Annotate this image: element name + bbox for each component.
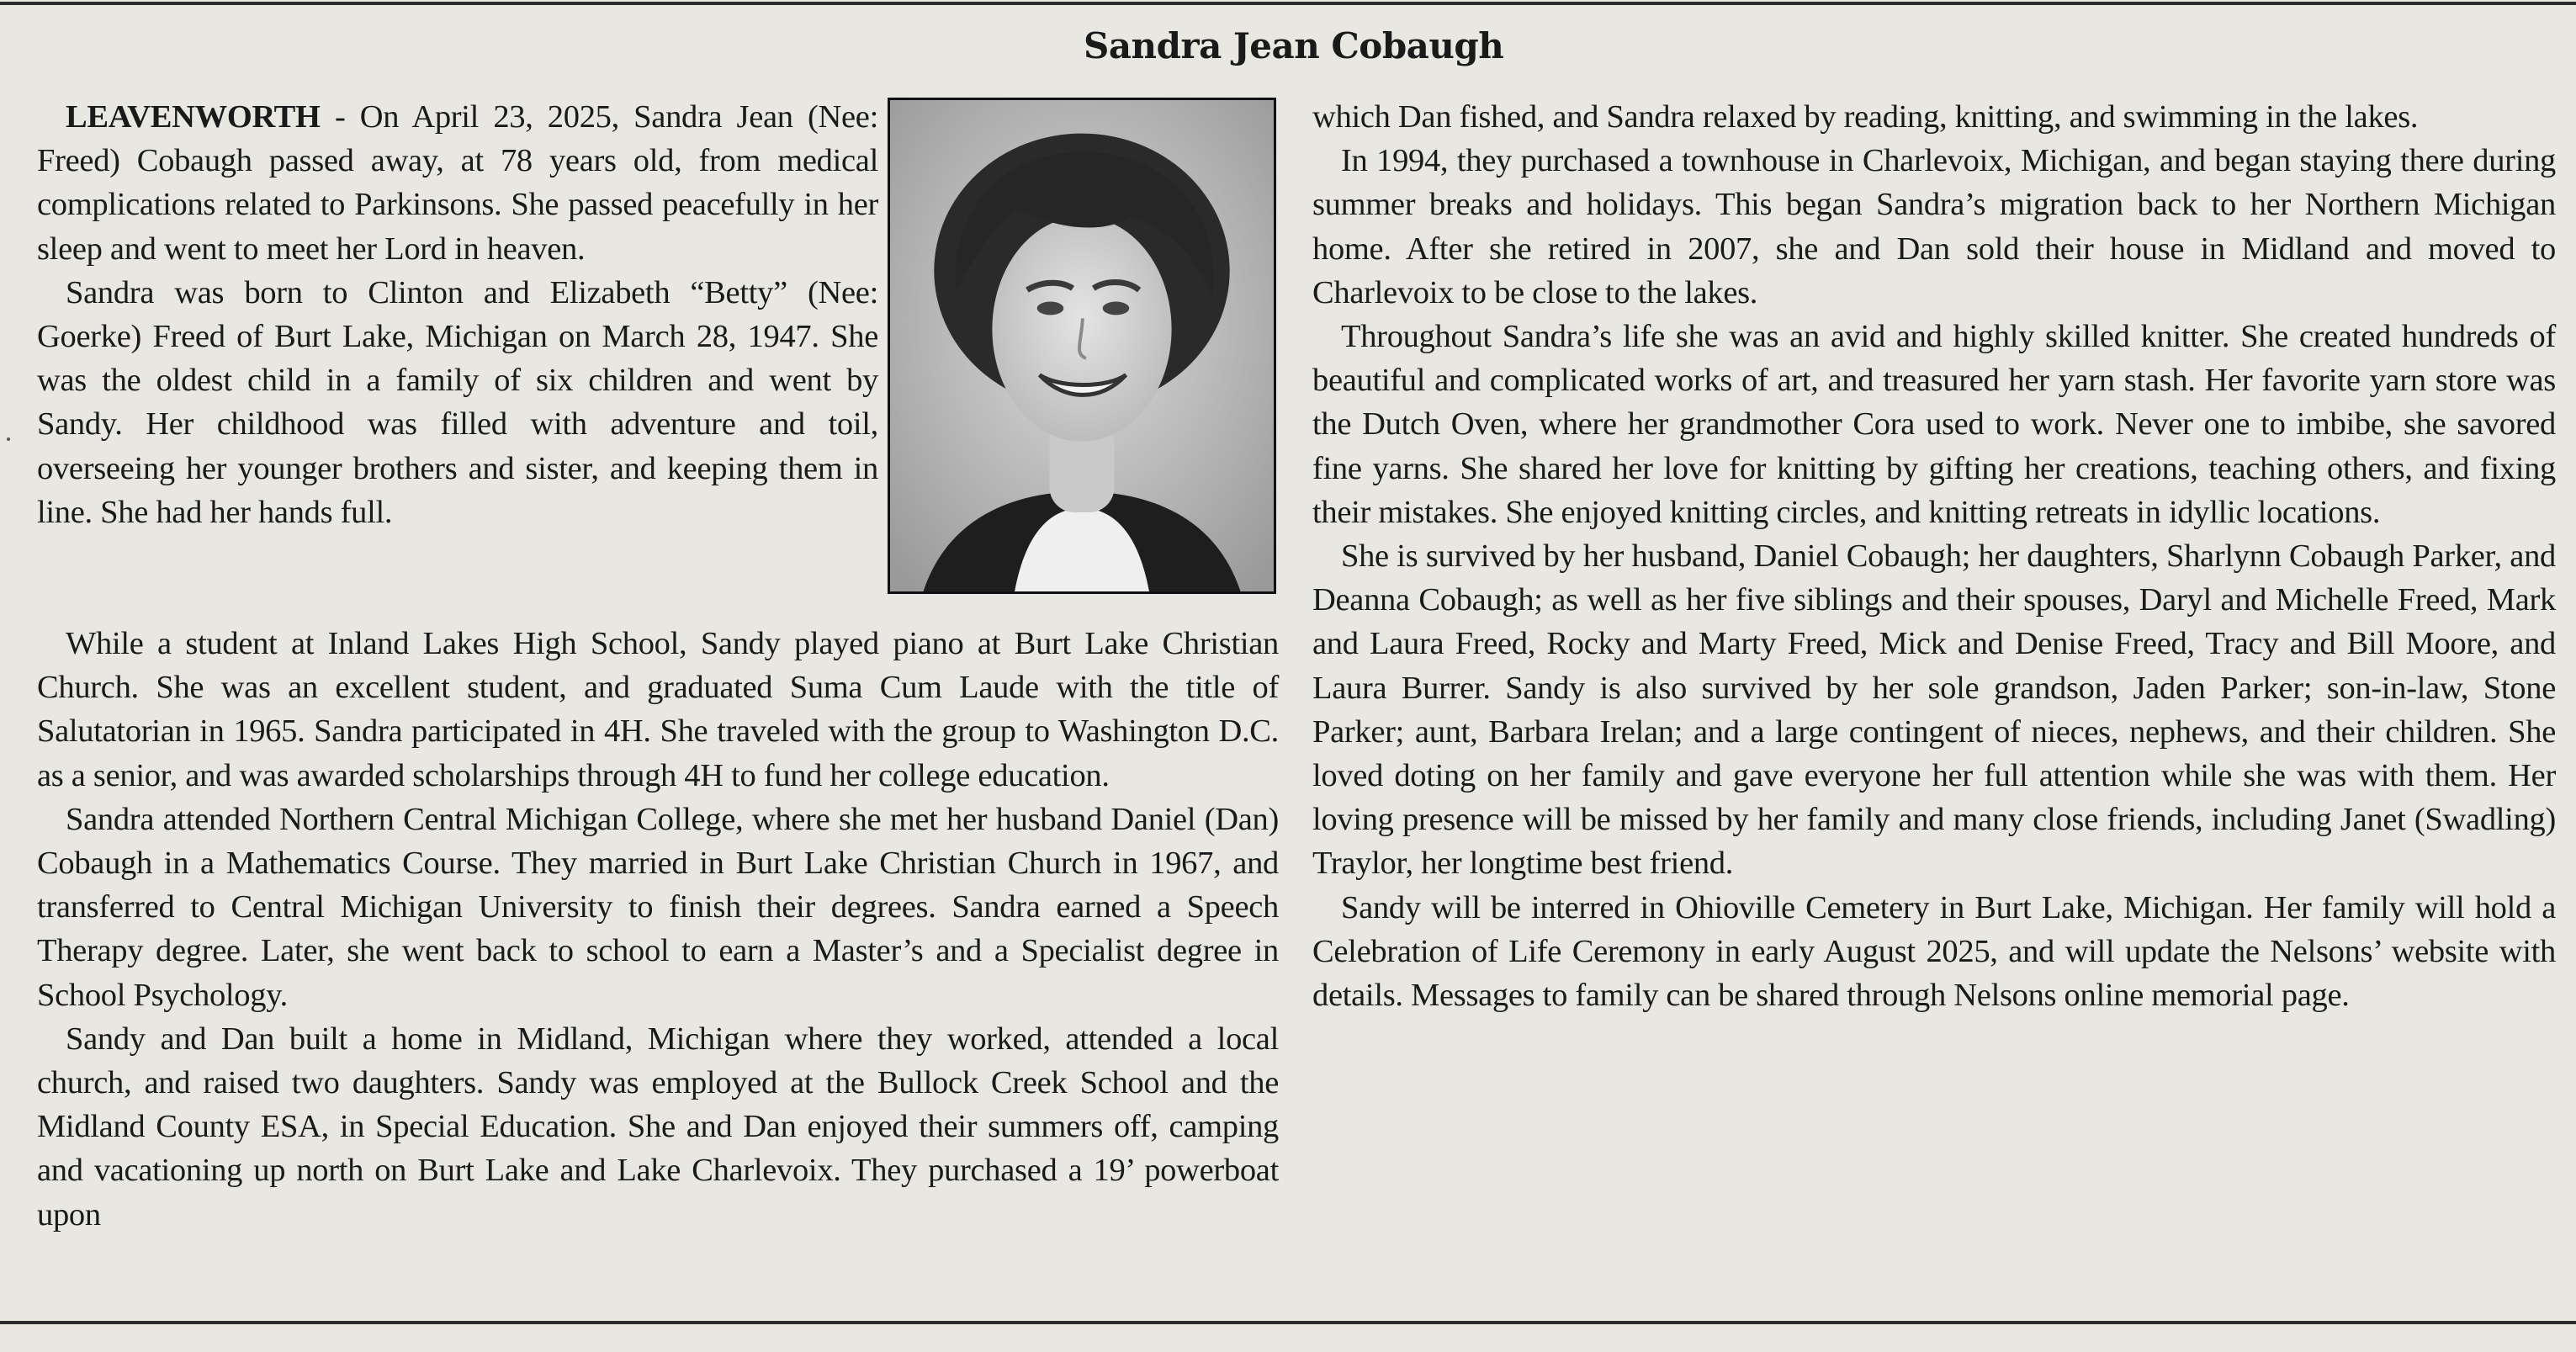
paragraph-charlevoix: In 1994, they purchased a townhouse in Charlevoix, Michigan, and began staying there during summer breaks and holidays. This began Sandra’s migration back to her Northern Michigan home. After she retired in 2007, she and Dan sold their house in Midland and moved to Charlevoix to be close to the lakes. bbox=[1312, 143, 2556, 310]
top-rule bbox=[0, 2, 2576, 5]
paragraph-services: Sandy will be interred in Ohioville Cemetery in Burt Lake, Michigan. Her family will hold a Celebration of Life Ceremony in early August 2025, and will update the Nelsons’ website with details. Messages to family can be shared through Nelsons online memorial page. bbox=[1312, 889, 2556, 1014]
left-column-bottom bbox=[37, 622, 1279, 1237]
print-speck bbox=[7, 437, 10, 441]
portrait-photo bbox=[888, 98, 1276, 594]
paragraph-intro bbox=[37, 95, 878, 271]
paragraph-continued: which Dan fished, and Sandra relaxed by reading, knitting, and swimming in the lakes. bbox=[1312, 99, 2419, 135]
paragraph-school: While a student at Inland Lakes High School, Sandy played piano at Burt Lake Christian Church. She was an excellent student, and graduated Suma Cum Laude with the title of Salutatorian in 1965. Sandra participated in 4H. She traveled with the group to Washington D.C. as a senior, and was awarded scholarships through 4H to fund her college education. bbox=[37, 626, 1279, 793]
right-column bbox=[1312, 95, 2556, 1017]
dateline: LEAVENWORTH bbox=[66, 99, 321, 135]
portrait-photo-icon bbox=[890, 100, 1274, 591]
obituary-headline: Sandra Jean Cobaugh bbox=[1084, 25, 1504, 66]
paragraph-college: Sandra attended Northern Central Michigan College, where she met her husband Daniel (Dan) Cobaugh in a Mathematics Course. They married in Burt Lake Christian Church in 1967, and transferred to Central Michigan University to finish their degrees. Sandra earned a Speech Therapy degree. Later, she went back to school to earn a Master’s and a Specialist degree in School Psychology. bbox=[37, 801, 1279, 1013]
paragraph-text: - On April 23, 2025, Sandra Jean (Nee: Freed) Cobaugh passed away, at 78 years old, from medical complications related to Parkinsons. She passed peacefully in her sleep and went to meet her Lord in heaven. bbox=[37, 99, 878, 267]
left-column-top bbox=[37, 95, 878, 534]
paragraph-knitting: Throughout Sandra’s life she was an avid and highly skilled knitter. She created hundreds of beautiful and complicated works of art, and treasured her yarn stash. Her favorite yarn store was the Dutch Oven, where her grandmother Cora used to work. Never one to imbibe, she savored fine yarns. She shared her love for knitting by gifting her creations, teaching others, and fixing their mistakes. She enjoyed knitting circles, and knitting retreats in idyllic locations. bbox=[1312, 319, 2556, 530]
bottom-rule bbox=[0, 1321, 2576, 1324]
paragraph-midland: Sandy and Dan built a home in Midland, Michigan where they worked, attended a local church, and raised two daughters. Sandy was employed at the Bullock Creek School and the Midland County ESA, in Special Education. She and Dan enjoyed their summers off, camping and vacationing up north on Burt Lake and Lake Charlevoix. They purchased a 19’ powerboat upon bbox=[37, 1021, 1279, 1233]
paragraph-survivors: She is survived by her husband, Daniel Cobaugh; her daughters, Sharlynn Cobaugh Parker, and Deanna Cobaugh; as well as her five siblings and their spouses, Daryl and Michelle Freed, Mark and Laura Freed, Rocky and Marty Freed, Mick and Denise Freed, Tracy and Bill Moore, and Laura Burrer. Sandy is also survived by her sole grandson, Jaden Parker; son-in-law, Stone Parker; aunt, Barbara Irelan; and a large contingent of nieces, nephews, and their children. She loved doting on her family and gave everyone her full attention while she was with them. Her loving presence will be missed by her family and many close friends, including Janet (Swadling) Traylor, her longtime best friend. bbox=[1312, 538, 2556, 882]
paragraph-birth: Sandra was born to Clinton and Elizabeth “Betty” (Nee: Goerke) Freed of Burt Lake, Michigan on March 28, 1947. She was the oldest child in a family of six children and went by Sandy. Her childhood was filled with adventure and toil, overseeing her younger brothers and sister, and keeping them in line. She had her hands full. bbox=[37, 274, 878, 530]
